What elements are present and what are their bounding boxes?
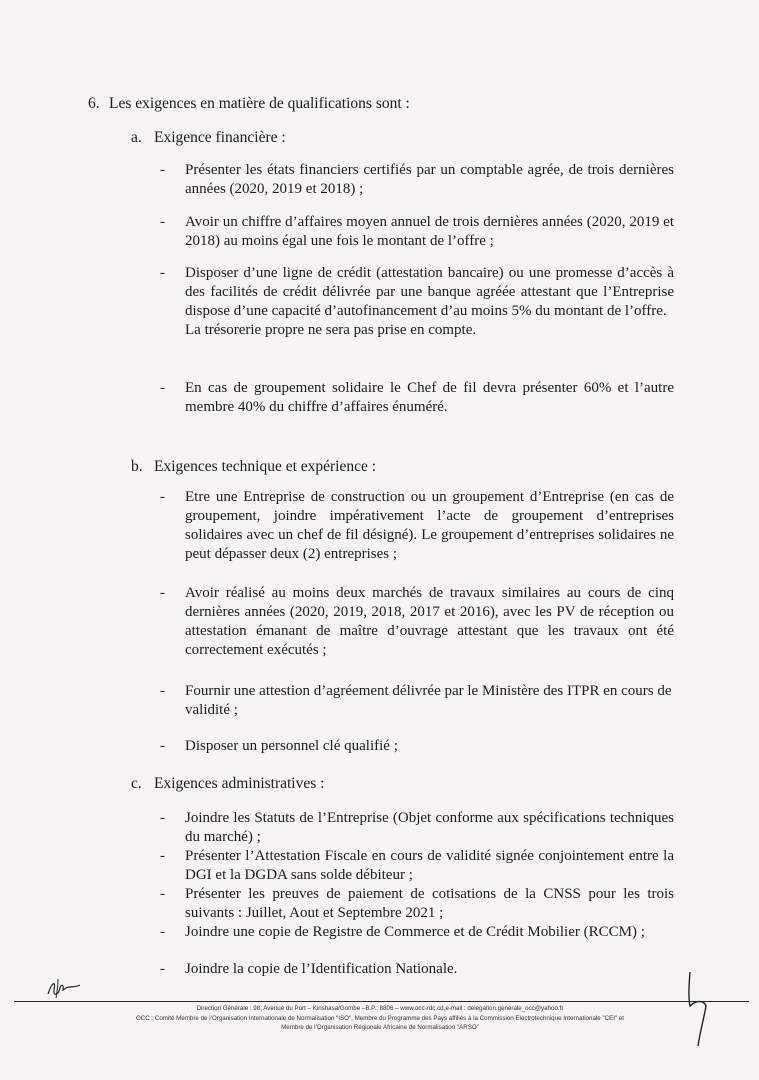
list-item — [160, 960, 674, 979]
list-item — [160, 161, 674, 199]
list-item — [160, 379, 674, 417]
list-item — [160, 682, 674, 720]
footer-membership-arso: Membre de l’Organisation Régionale Africaine de Normalisation "ARSO" — [281, 1024, 479, 1031]
list-item — [160, 885, 674, 923]
list-item — [160, 264, 674, 340]
list-dash: - — [160, 848, 165, 864]
list-dash: - — [160, 810, 165, 826]
subsection-letter: a. — [131, 129, 142, 146]
footer-address: Direction Générale : 98, Avenue du Port – Kinshasa/Gombe –B.P.: 8806 – www.occ-rdc.cd,e-mail : delegation.generale_occ@yahoo.fr — [196, 1005, 564, 1012]
list-dash: - — [160, 214, 165, 230]
subsection-heading-b — [131, 457, 376, 476]
subsection-letter: c. — [131, 775, 142, 792]
list-item — [160, 847, 674, 885]
list-dash: - — [160, 162, 165, 178]
list-item — [160, 213, 674, 251]
list-item-text: Joindre la copie de l’Identification Nationale. — [185, 961, 458, 977]
list-item-text: Présenter les états financiers certifiés par un comptable agrée, de trois dernières années (2020, 2019 et 2018) ; — [185, 162, 674, 197]
list-item — [160, 809, 674, 847]
list-item-text: La trésorerie propre ne sera pas prise en compte. — [185, 322, 477, 338]
list-dash: - — [160, 924, 165, 940]
list-item-text: Avoir un chiffre d’affaires moyen annuel de trois dernières années (2020, 2019 et 2018) au moins égal une fois le montant de l’offre ; — [185, 214, 674, 249]
list-item — [160, 488, 674, 564]
list-dash: - — [160, 380, 165, 396]
footer-membership: OCC : Comité Membre de l’Organisation Internationale de Normalisation "ISO", Membre du Programme des Pays affiliés à la Commission Electrotechnique Internationale "CEI" et — [135, 1015, 625, 1022]
list-dash: - — [160, 683, 165, 699]
list-item-text: Etre une Entreprise de construction ou un groupement d’Entreprise (en cas de groupement, joindre impérativement l’acte de groupement d’entreprises solidaires avec un chef de fil désigné). Le groupement d’entreprises solidaires ne peut dépasser deux (2) entreprises ; — [185, 489, 674, 562]
list-item-text: Disposer un personnel clé qualifié ; — [185, 738, 398, 754]
subsection-heading-a — [131, 128, 286, 147]
list-item-text: Joindre une copie de Registre de Commerce et de Crédit Mobilier (RCCM) ; — [185, 924, 645, 940]
list-item — [160, 923, 674, 942]
list-item-text: Fournir une attestion d’agréement délivrée par le Ministère des ITPR en cours de validité ; — [185, 683, 672, 718]
list-item-text: Présenter l’Attestation Fiscale en cours de validité signée conjointement entre la DGI et la DGDA sans solde débiteur ; — [185, 848, 674, 883]
initials-signature-icon — [44, 976, 84, 1000]
list-dash: - — [160, 489, 165, 505]
list-item — [160, 737, 674, 756]
list-dash: - — [160, 265, 165, 281]
section-number: 6. — [88, 95, 100, 112]
subsection-title: Exigences technique et expérience : — [154, 458, 377, 475]
list-dash: - — [160, 738, 165, 754]
footer-divider — [14, 1001, 749, 1002]
section-heading — [88, 94, 410, 113]
subsection-title: Exigence financière : — [154, 129, 286, 146]
subsection-letter: b. — [131, 458, 143, 475]
list-item-text: Joindre les Statuts de l’Entreprise (Objet conforme aux spécifications techniques du marché) ; — [185, 810, 674, 845]
list-item — [160, 584, 674, 660]
list-item-text: Disposer d’une ligne de crédit (attestation bancaire) ou une promesse d’accès à des facilités de crédit délivrée par une banque agréée attestant que l’Entreprise dispose d’une capacité d’autofinancement d’au moins 5% du montant de l’offre. — [185, 265, 674, 319]
subsection-title: Exigences administratives : — [154, 775, 325, 792]
list-item-text: Présenter les preuves de paiement de cotisations de la CNSS pour les trois suivants : Juillet, Aout et Septembre 2021 ; — [185, 886, 674, 921]
list-item-text: En cas de groupement solidaire le Chef de fil devra présenter 60% et l’autre membre 40% du chiffre d’affaires énuméré. — [185, 380, 674, 415]
list-dash: - — [160, 585, 165, 601]
list-dash: - — [160, 961, 165, 977]
list-dash: - — [160, 886, 165, 902]
section-title: Les exigences en matière de qualifications sont : — [109, 95, 410, 112]
subsection-heading-c — [131, 774, 324, 793]
list-item-text: Avoir réalisé au moins deux marchés de travaux similaires au cours de cinq dernières années (2020, 2019, 2018, 2017 et 2016), avec les PV de réception ou attestation émanant de maître d’ouvrage attestant que les travaux ont été correctement exécutés ; — [185, 585, 674, 658]
